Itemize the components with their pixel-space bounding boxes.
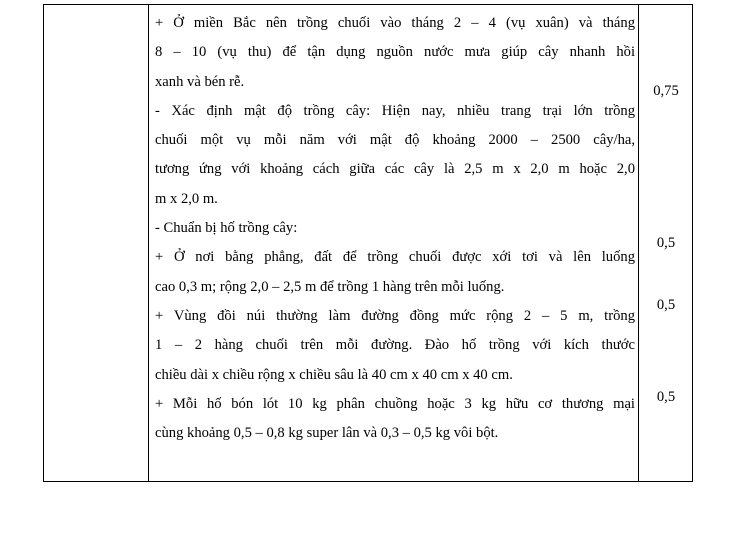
answer-table	[43, 4, 693, 482]
score-value: 0,75	[653, 83, 679, 99]
content-line: cao 0,3 m; rộng 2,0 – 2,5 m để trồng 1 hàng trên mỗi luống.	[155, 278, 505, 295]
score-value: 0,5	[656, 235, 676, 251]
content-line: + Ở nơi bằng phẳng, đất để trồng chuối được xới tơi và lên luống	[155, 249, 635, 266]
content-line: m x 2,0 m.	[155, 190, 218, 207]
content-line: tương ứng với khoảng cách giữa các cây là 2,5 m x 2,0 m hoặc 2,0	[155, 161, 635, 178]
content-cell	[155, 9, 635, 448]
column-divider-left	[148, 5, 149, 481]
score-value: 0,5	[656, 297, 676, 313]
content-line: xanh và bén rễ.	[155, 73, 245, 90]
content-line: + Vùng đồi núi thường làm đường đồng mức rộng 2 – 5 m, trồng	[155, 307, 635, 324]
content-line: 8 – 10 (vụ thu) để tận dụng nguồn nước mưa giúp cây nhanh hồi	[155, 44, 635, 61]
score-value: 0,5	[656, 389, 676, 405]
content-line: chuối một vụ mỗi năm với mật độ khoảng 2000 – 2500 cây/ha,	[155, 132, 635, 149]
content-line: 1 – 2 hàng chuối trên mỗi đường. Đào hố trồng với kích thước	[155, 337, 635, 354]
content-line: - Xác định mật độ trồng cây: Hiện nay, nhiều trang trại lớn trồng	[155, 102, 635, 119]
content-line: - Chuẩn bị hố trồng cây:	[155, 220, 298, 237]
content-line: chiều dài x chiều rộng x chiều sâu là 40 cm x 40 cm x 40 cm.	[155, 366, 513, 383]
content-line: + Mỗi hố bón lót 10 kg phân chuồng hoặc 3 kg hữu cơ thương mại	[155, 395, 635, 412]
content-line: cùng khoảng 0,5 – 0,8 kg super lân và 0,3 – 0,5 kg vôi bột.	[155, 425, 499, 442]
content-line: + Ở miền Bắc nên trồng chuối vào tháng 2 – 4 (vụ xuân) và tháng	[155, 15, 635, 31]
